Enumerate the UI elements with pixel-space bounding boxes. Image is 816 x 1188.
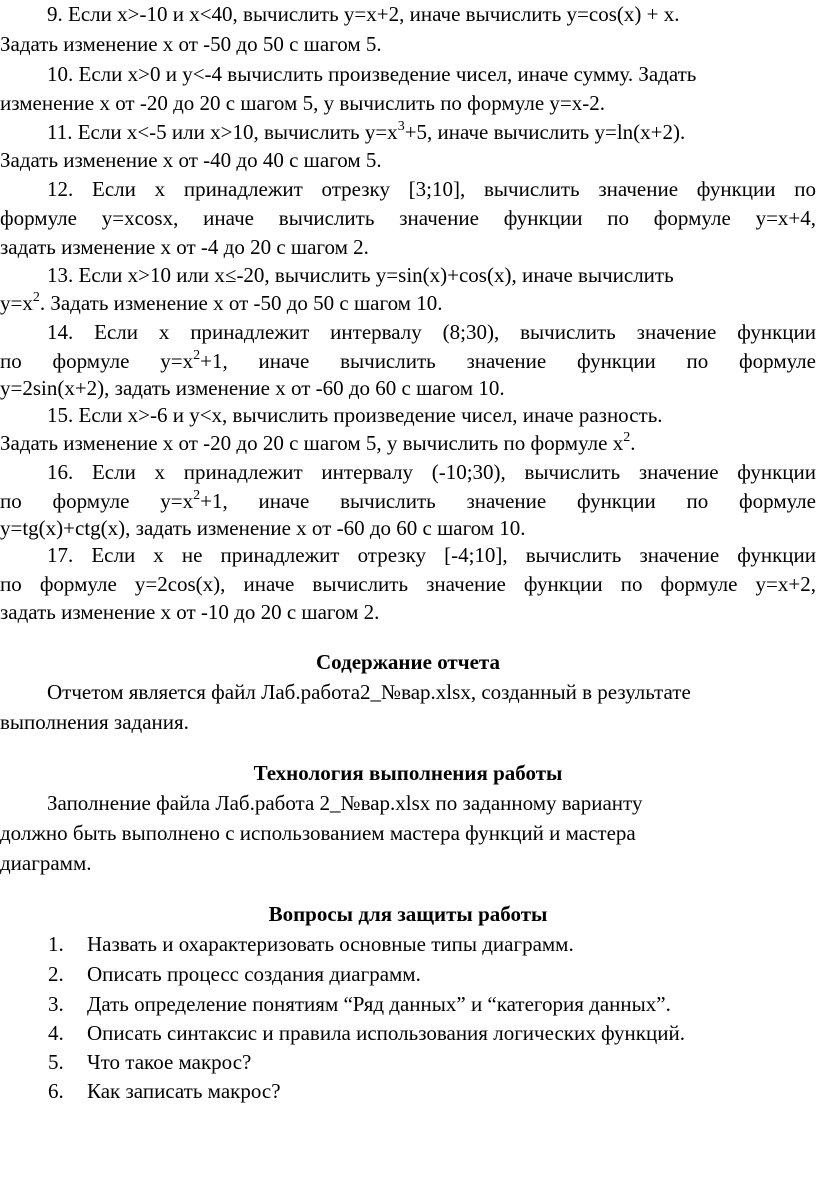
list-item-number: 5. (48, 1050, 64, 1074)
task-13-line-2-rest: . Задать изменение х от -50 до 50 с шагом 10. (39, 291, 443, 315)
task-14-line-2-rest: +1, иначе вычислить значение функции по формуле (200, 349, 816, 373)
task-11-line-1-text: 11. Если х<-5 или х>10, вычислить у=х (47, 120, 398, 144)
task-12-line-3: задать изменение х от -4 до 20 с шагом 2. (0, 235, 369, 259)
task-14-exponent: 2 (193, 348, 201, 363)
list-item-text: Описать синтаксис и правила использования логических функций. (87, 1021, 685, 1045)
task-9-line-2: Задать изменение х от -50 до 50 с шагом 5. (0, 32, 382, 56)
task-13-line-2 (0, 289, 442, 317)
task-16-line-2 (0, 487, 816, 515)
list-item-text: Как записать макрос? (87, 1079, 281, 1103)
technology-line-3: диаграмм. (0, 851, 92, 875)
task-17-line-1: 17. Если х не принадлежит отрезку [-4;10], вычислить значение функции (47, 543, 816, 567)
task-15-exponent: 2 (623, 430, 631, 445)
list-item-number: 6. (48, 1079, 64, 1103)
task-10-line-1: 10. Если х>0 и у<-4 вычислить произведение чисел, иначе сумму. Задать (47, 62, 697, 86)
task-14-line-2-text: по формуле у=х (0, 349, 194, 373)
report-line-2: выполнения задания. (0, 710, 189, 734)
task-13-exponent: 2 (32, 290, 40, 305)
technology-heading: Технология выполнения работы (253, 761, 563, 785)
list-item-text: Описать процесс создания диаграмм. (87, 962, 421, 986)
task-15-line-2-text: Задать изменение х от -20 до 20 с шагом 5, у вычислить по формуле х (0, 431, 624, 455)
list-item-number: 4. (48, 1021, 64, 1045)
list-item-number: 1. (48, 932, 64, 956)
list-item-number: 3. (48, 992, 64, 1016)
questions-heading: Вопросы для защиты работы (268, 902, 548, 926)
task-14-line-3: у=2sin(х+2), задать изменение х от -60 до 60 с шагом 10. (0, 376, 505, 400)
task-12-line-2: формуле у=xcosx, иначе вычислить значение функции по формуле у=х+4, (0, 206, 816, 230)
task-11-line-1-rest: +5, иначе вычислить у=ln(x+2). (404, 120, 686, 144)
task-12-line-1: 12. Если х принадлежит отрезку [3;10], вычислить значение функции по (47, 177, 816, 201)
task-14-line-2 (0, 347, 816, 375)
list-item-text: Назвать и охарактеризовать основные типы диаграмм. (87, 932, 574, 956)
list-item-text: Что такое макрос? (87, 1050, 252, 1074)
task-16-exponent: 2 (193, 488, 201, 503)
list-item-number: 2. (48, 962, 64, 986)
task-11-exponent: 3 (397, 119, 405, 134)
task-15-line-2-rest: . (630, 431, 636, 455)
task-11-line-1 (47, 118, 685, 146)
task-16-line-2-text: по формуле у=х (0, 489, 194, 513)
task-13-line-2-text: у=х (0, 291, 33, 315)
technology-line-1: Заполнение файла Лаб.работа 2_№вар.xlsx по заданному варианту (47, 791, 643, 815)
technology-line-2: должно быть выполнено с использованием мастера функций и мастера (0, 821, 636, 845)
report-heading: Содержание отчета (316, 650, 500, 674)
task-11-line-2: Задать изменение х от -40 до 40 с шагом 5. (0, 148, 382, 172)
task-14-line-1: 14. Если х принадлежит интервалу (8;30), вычислить значение функции (47, 320, 816, 344)
task-16-line-1: 16. Если х принадлежит интервалу (-10;30), вычислить значение функции (47, 460, 816, 484)
task-15-line-1: 15. Если х>-6 и у<х, вычислить произведение чисел, иначе разность. (47, 403, 663, 427)
task-13-line-1: 13. Если х>10 или х≤-20, вычислить у=sin(x)+cos(x), иначе вычислить (47, 263, 674, 287)
task-17-line-3: задать изменение х от -10 до 20 с шагом 2. (0, 600, 380, 624)
task-17-line-2: по формуле у=2cos(х), иначе вычислить значение функции по формуле у=х+2, (0, 572, 816, 596)
report-line-1: Отчетом является файл Лаб.работа2_№вар.xlsx, созданный в результате (47, 680, 691, 704)
task-9-line-1: 9. Если х>-10 и х<40, вычислить у=х+2, иначе вычислить у=cos(x) + х. (47, 2, 680, 26)
task-15-line-2 (0, 429, 635, 457)
task-10-line-2: изменение х от -20 до 20 с шагом 5, у вычислить по формуле у=х-2. (0, 91, 605, 115)
task-16-line-3: у=tg(х)+ctg(x), задать изменение х от -60 до 60 с шагом 10. (0, 516, 526, 540)
list-item-text: Дать определение понятиям “Ряд данных” и “категория данных”. (87, 992, 671, 1016)
task-16-line-2-rest: +1, иначе вычислить значение функции по формуле (200, 489, 816, 513)
